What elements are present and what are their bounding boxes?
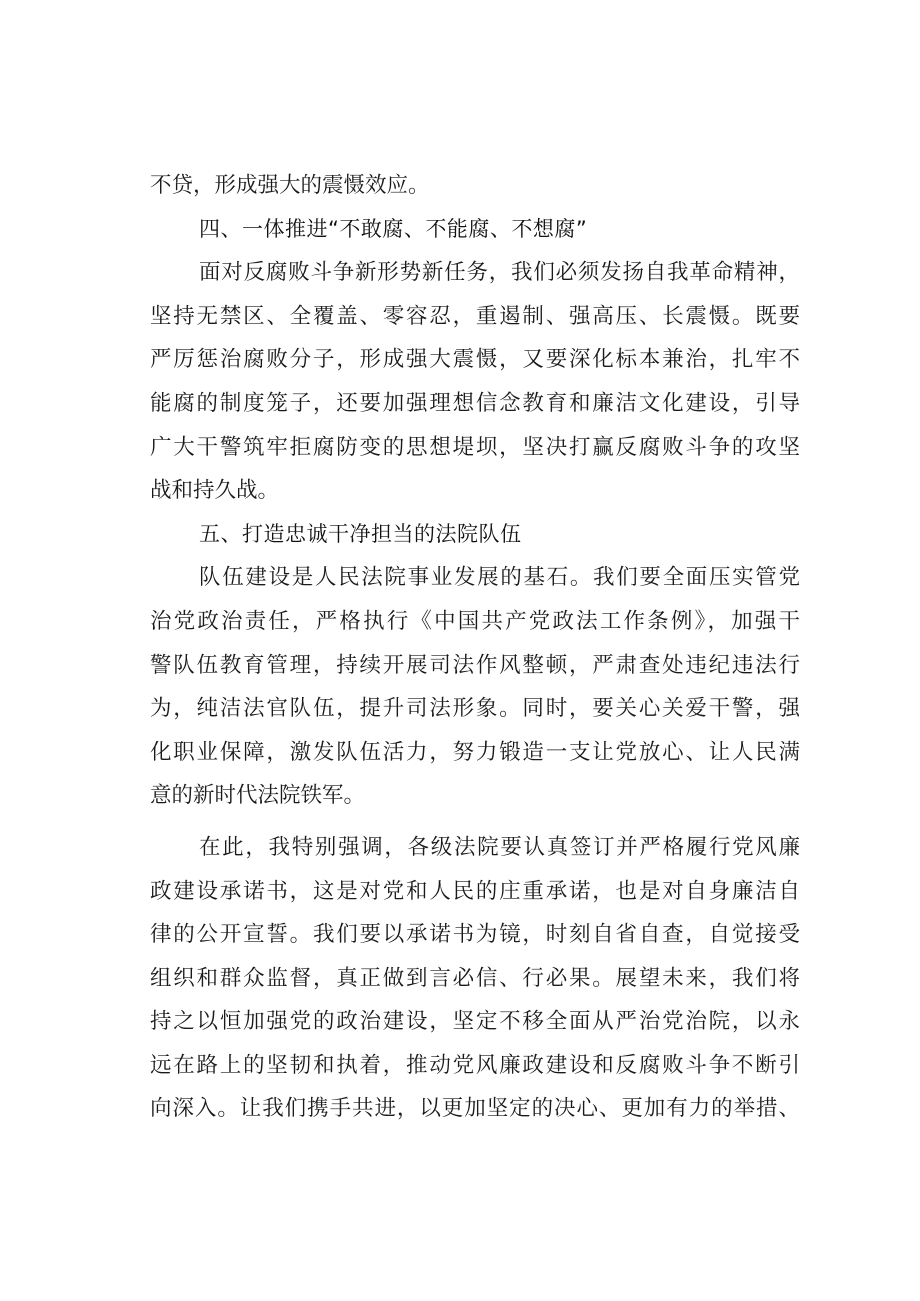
paragraph-line: 持之以恒加强党的政治建设，坚定不移全面从严治党治院，以永 xyxy=(150,1009,800,1035)
paragraph-line: 政建设承诺书，这是对党和人民的庄重承诺，也是对自身廉洁自 xyxy=(150,878,800,904)
paragraph-line: 战和持久战。 xyxy=(150,478,280,504)
paragraph-line: 广大干警筑牢拒腐防变的思想堤坝，坚决打赢反腐败斗争的攻坚 xyxy=(150,434,800,460)
section-heading-4: 四、一体推进“不敢腐、不能腐、不想腐” xyxy=(199,216,588,241)
paragraph-line: 能腐的制度笼子，还要加强理想信念教育和廉洁文化建设，引导 xyxy=(150,390,800,416)
paragraph-line: 队伍建设是人民法院事业发展的基石。我们要全面压实管党 xyxy=(199,565,800,591)
paragraph-line: 向深入。让我们携手共进，以更加坚定的决心、更加有力的举措、 xyxy=(150,1096,800,1122)
paragraph-line: 远在路上的坚韧和执着，推动党风廉政建设和反腐败斗争不断引 xyxy=(150,1052,800,1078)
paragraph-continuation-line: 不贷，形成强大的震慑效应。 xyxy=(150,173,430,198)
paragraph-line: 坚持无禁区、全覆盖、零容忍，重遏制、强高压、长震慑。既要 xyxy=(150,303,800,329)
paragraph-line: 在此，我特别强调，各级法院要认真签订并严格履行党风廉 xyxy=(199,834,800,860)
paragraph-line: 警队伍教育管理，持续开展司法作风整顿，严肃查处违纪违法行 xyxy=(150,652,800,678)
paragraph-line: 面对反腐败斗争新形势新任务，我们必须发扬自我革命精神， xyxy=(199,260,800,286)
section-heading-5: 五、打造忠诚干净担当的法院队伍 xyxy=(199,521,522,546)
paragraph-gap xyxy=(150,818,800,826)
paragraph-line: 化职业保障，激发队伍活力，努力锻造一支让党放心、让人民满 xyxy=(150,739,800,765)
paragraph-line: 组织和群众监督，真正做到言必信、行必果。展望未来，我们将 xyxy=(150,965,800,991)
paragraph-line: 严厉惩治腐败分子，形成强大震慑，又要深化标本兼治，扎牢不 xyxy=(150,347,800,373)
paragraph-line: 意的新时代法院铁军。 xyxy=(150,783,366,809)
document-body xyxy=(150,164,800,1131)
paragraph-line: 律的公开宣誓。我们要以承诺书为镜，时刻自省自查，自觉接受 xyxy=(150,922,800,948)
paragraph-line: 为，纯洁法官队伍，提升司法形象。同时，要关心关爱干警，强 xyxy=(150,696,800,722)
paragraph-line: 治党政治责任，严格执行《中国共产党政法工作条例》，加强干 xyxy=(150,608,800,634)
